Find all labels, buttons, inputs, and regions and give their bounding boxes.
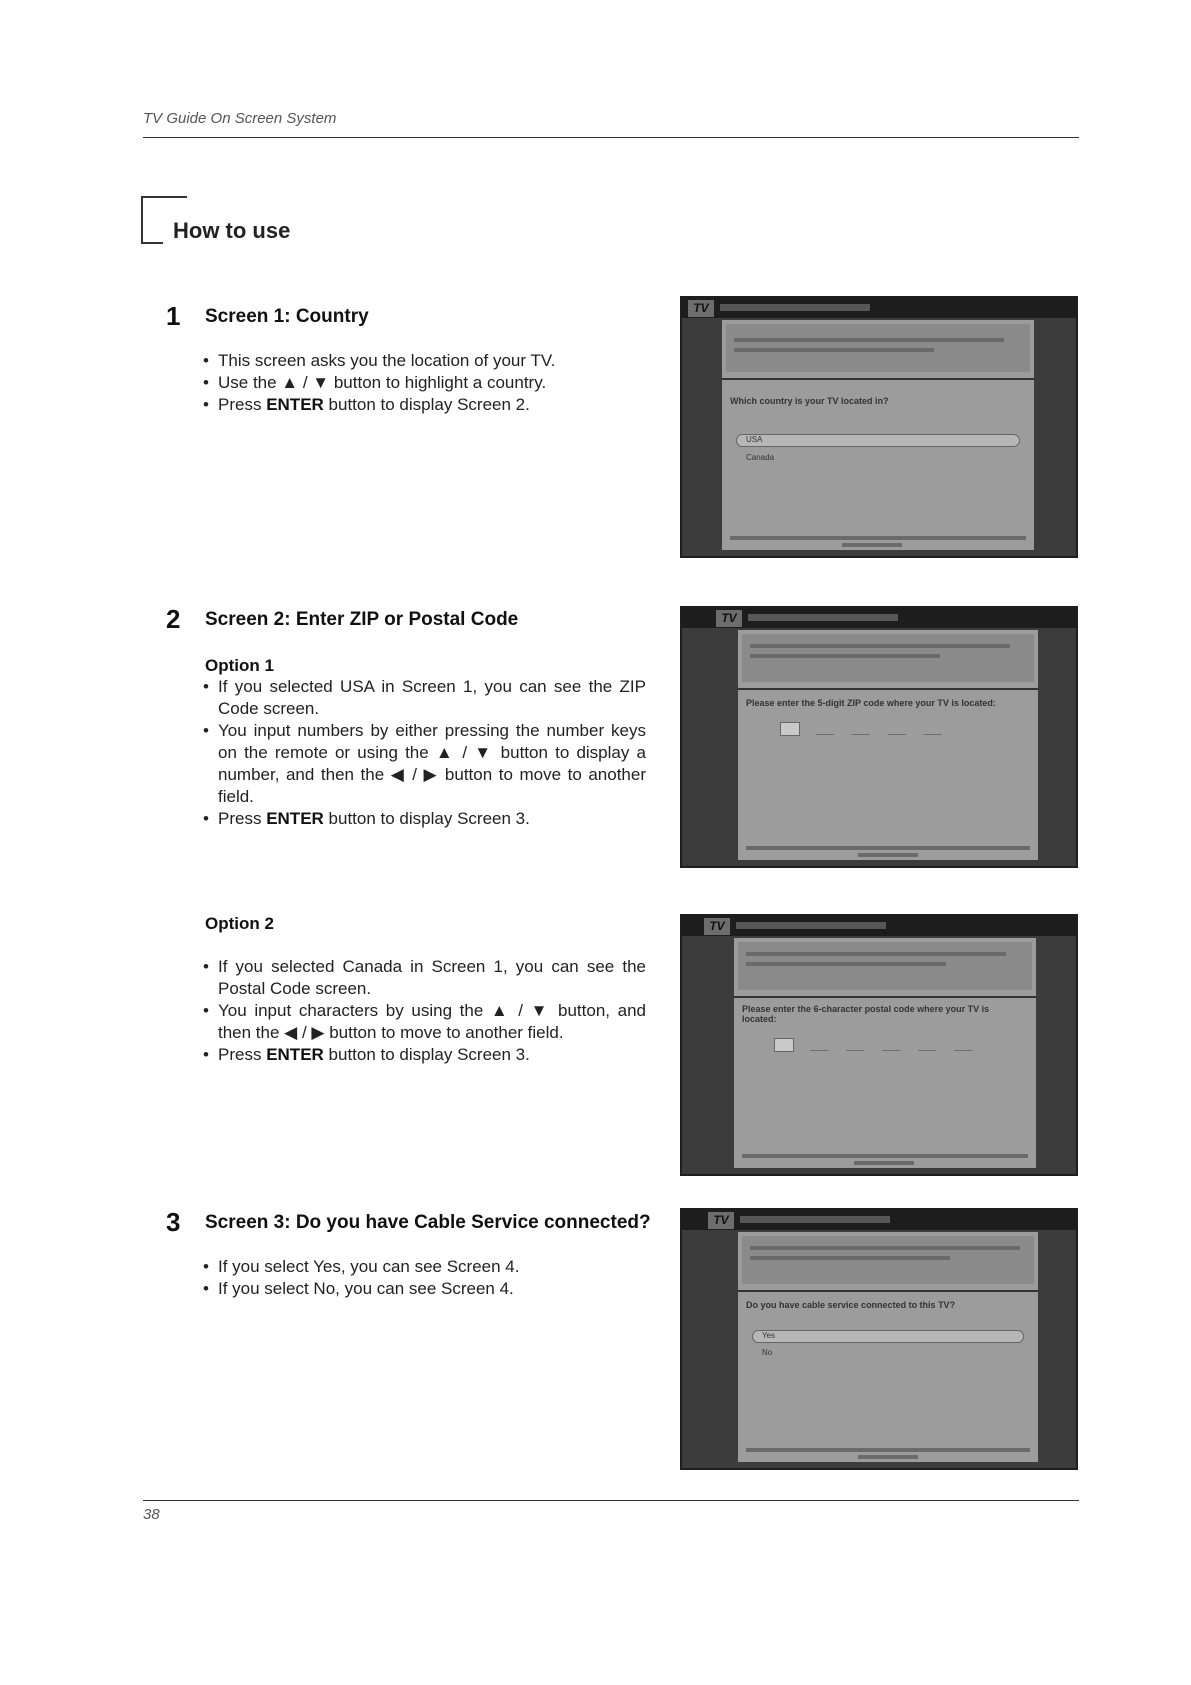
tv-char-field[interactable] [918, 1038, 936, 1051]
tv-digit-field[interactable] [852, 722, 870, 735]
tv-screen-postal [680, 914, 1078, 1176]
tv-divider [734, 996, 1036, 998]
tv-panel [738, 630, 1038, 860]
tv-guide-logo-icon: TV [704, 918, 730, 935]
list-item: • If you selected USA in Screen 1, you can see the ZIP Code screen. [203, 676, 646, 720]
step-1-number: 1 [166, 301, 181, 331]
tv-question: Please enter the 6-character postal code where your TV is located: [742, 1004, 990, 1024]
section-title: How to use [173, 218, 291, 243]
list-item: • Press ENTER button to display Screen 3. [203, 1044, 646, 1066]
tv-divider [722, 378, 1034, 380]
tv-char-field[interactable] [810, 1038, 828, 1051]
tv-option-canada[interactable]: Canada [746, 453, 775, 462]
tv-footer-text [842, 543, 902, 547]
tv-digit-field[interactable] [888, 722, 906, 735]
tv-char-field[interactable] [846, 1038, 864, 1051]
tv-panel [738, 1232, 1038, 1462]
list-item: • If you select No, you can see Screen 4. [203, 1278, 646, 1300]
tv-info-box [738, 942, 1032, 990]
step-1-bullets [203, 350, 646, 416]
tv-footer-text [746, 846, 1030, 850]
tv-title-bar [682, 1210, 1076, 1230]
option-1-label: Option 1 [205, 656, 274, 675]
list-item: • If you selected Canada in Screen 1, you can see the Postal Code screen. [203, 956, 646, 1000]
tv-title-bar [682, 916, 1076, 936]
tv-title-text-bar [740, 1216, 890, 1223]
tv-digit-field[interactable] [816, 722, 834, 735]
tv-option-no[interactable]: No [762, 1348, 773, 1357]
tv-highlight-field [752, 1330, 1024, 1343]
step-3-title: Screen 3: Do you have Cable Service connected? [205, 1212, 651, 1233]
list-item: • Press ENTER button to display Screen 2. [203, 394, 646, 416]
tv-screen-country [680, 296, 1078, 558]
step-3-number: 3 [166, 1207, 181, 1237]
tv-footer-text [858, 853, 918, 857]
step-2-number: 2 [166, 604, 181, 634]
tv-guide-logo-icon: TV [708, 1212, 734, 1229]
page-number: 38 [143, 1506, 160, 1523]
step-2-title: Screen 2: Enter ZIP or Postal Code [205, 609, 519, 630]
tv-divider [738, 688, 1038, 690]
tv-footer-text [858, 1455, 918, 1459]
tv-footer-text [854, 1161, 914, 1165]
tv-highlight-field [736, 434, 1020, 447]
step-1-title: Screen 1: Country [205, 306, 369, 327]
tv-guide-logo-icon: TV [688, 300, 714, 317]
footer-rule [143, 1500, 1079, 1501]
tv-title-bar [682, 298, 1076, 318]
tv-char-field[interactable] [774, 1038, 794, 1052]
tv-footer-text [742, 1154, 1028, 1158]
tv-option-usa[interactable]: USA [746, 435, 763, 444]
tv-guide-logo-icon: TV [716, 610, 742, 627]
tv-panel [734, 938, 1036, 1168]
tv-question: Which country is your TV located in? [730, 396, 889, 406]
tv-digit-field[interactable] [924, 722, 942, 735]
tv-screen-cable [680, 1208, 1078, 1470]
option-2-label: Option 2 [205, 914, 274, 933]
tv-title-text-bar [748, 614, 898, 621]
tv-char-field[interactable] [882, 1038, 900, 1051]
tv-title-bar [682, 608, 1076, 628]
list-item: • If you select Yes, you can see Screen 4. [203, 1256, 646, 1278]
tv-panel [722, 320, 1034, 550]
running-header: TV Guide On Screen System [143, 110, 337, 127]
tv-title-text-bar [736, 922, 886, 929]
tv-info-box [742, 1236, 1034, 1284]
tv-option-yes[interactable]: Yes [762, 1331, 776, 1340]
tv-digit-field[interactable] [780, 722, 800, 736]
list-item: • You input numbers by either pressing the number keys on the remote or using the ▲ / ▼ button to display a number, and then the ◀ / ▶ button to move to another field. [203, 720, 646, 808]
step-3-bullets [203, 1256, 646, 1300]
list-item: • This screen asks you the location of your TV. [203, 350, 646, 372]
option-2-bullets [203, 956, 646, 1066]
list-item: • Use the ▲ / ▼ button to highlight a country. [203, 372, 646, 394]
tv-footer-text [730, 536, 1026, 540]
tv-info-box [742, 634, 1034, 682]
option-1-bullets [203, 676, 646, 830]
tv-question: Please enter the 5-digit ZIP code where your TV is located: [746, 698, 996, 708]
tv-question: Do you have cable service connected to this TV? [746, 1300, 956, 1310]
tv-info-box [726, 324, 1030, 372]
tv-footer-text [746, 1448, 1030, 1452]
list-item: • You input characters by using the ▲ / ▼ button, and then the ◀ / ▶ button to move to another field. [203, 1000, 646, 1044]
header-rule [143, 137, 1079, 138]
tv-divider [738, 1290, 1038, 1292]
list-item: • Press ENTER button to display Screen 3. [203, 808, 646, 830]
tv-screen-zip [680, 606, 1078, 868]
tv-title-text-bar [720, 304, 870, 311]
tv-char-field[interactable] [954, 1038, 972, 1051]
